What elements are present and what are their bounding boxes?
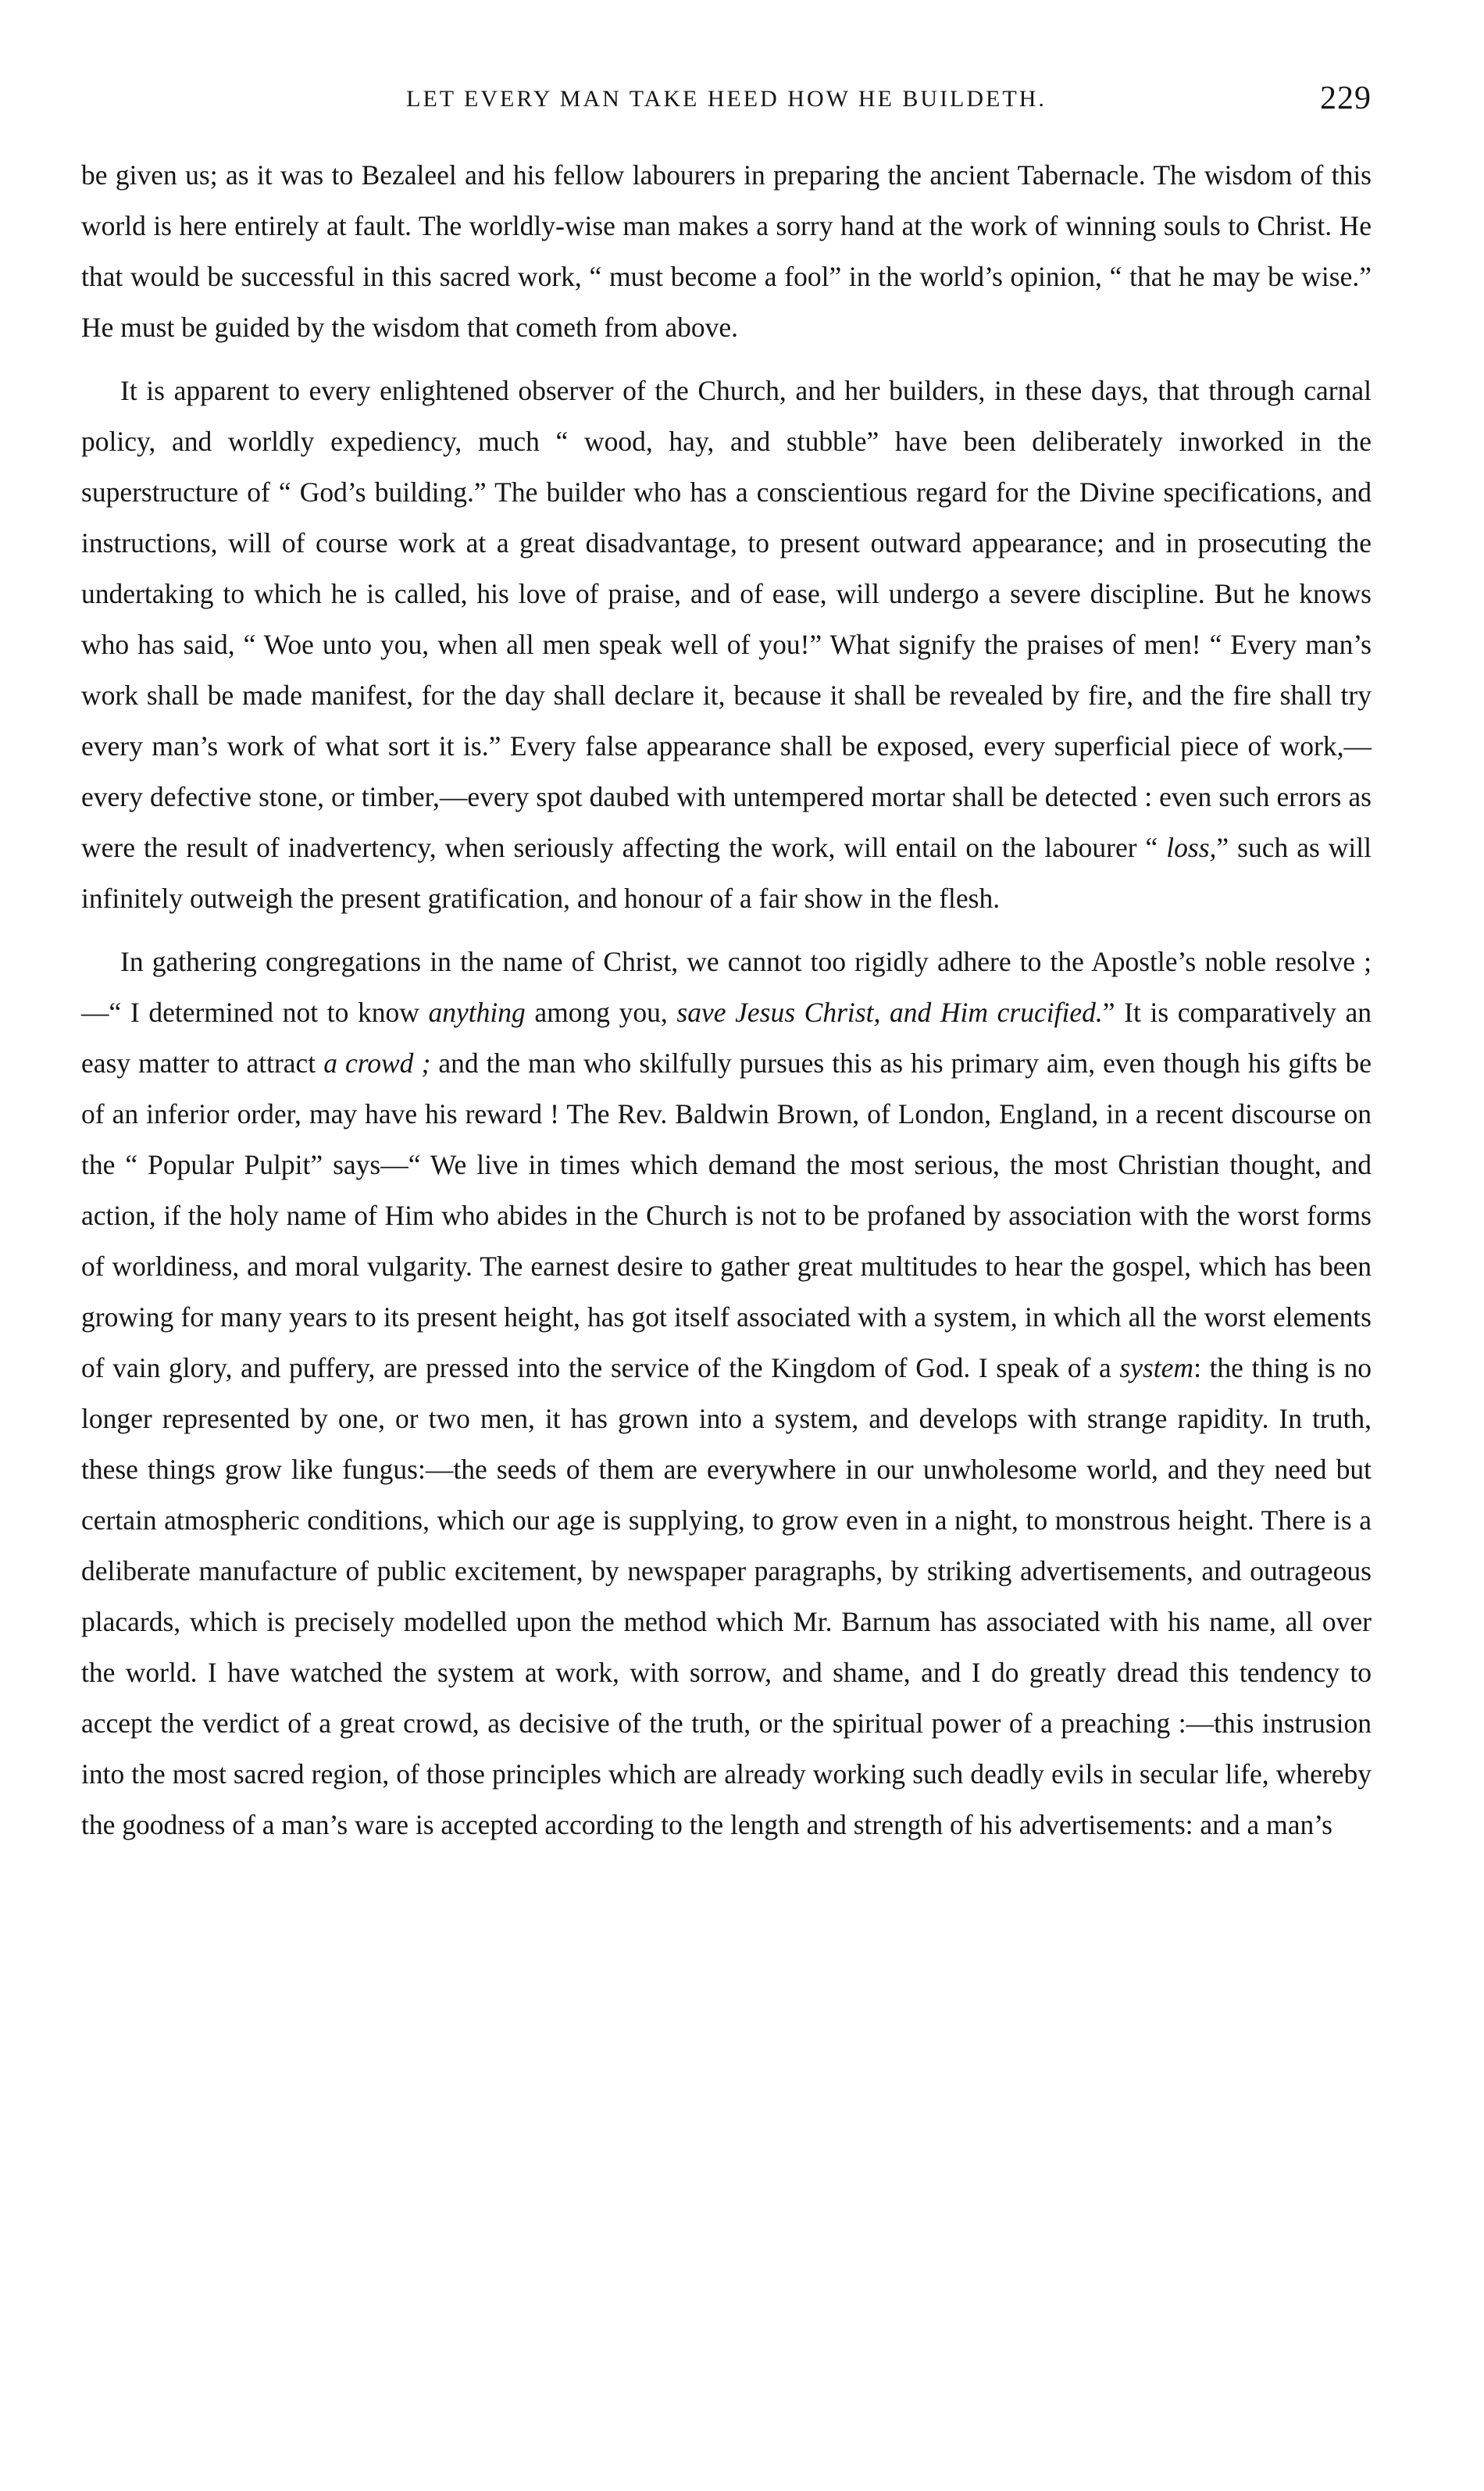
paragraph-3-text-mid-2: ” It is comparatively an easy matter to attract xyxy=(81,997,1372,1079)
running-title: LET EVERY MAN TAKE HEED HOW HE BUILDETH. xyxy=(406,86,1047,112)
paragraph-3-emphasis-quote: save Jesus Christ, and Him crucified. xyxy=(676,997,1103,1028)
paragraph-3-text-before: In gathering congregations in the name of Christ, we cannot too rigidly adhere to the Apostle’s noble resolve ;—“ I determined not to know xyxy=(81,946,1372,1028)
paragraph-1-text: be given us; as it was to Bezaleel and his fellow labourers in preparing the ancient Tabernacle. The wisdom of this world is here entirely at fault. The worldly-wise man makes a sorry hand at the work of winning souls to Christ. He that would be successful in this sacred work, “ must become a fool” in the world’s opinion, “ that he may be wise.” He must be guided by the wisdom that cometh from above. xyxy=(81,159,1372,343)
paragraph-2-emphasis-loss: loss, xyxy=(1166,832,1217,863)
paragraph-3-text-mid-1: among you, xyxy=(525,997,677,1028)
book-page xyxy=(81,80,1372,1863)
paragraph-3-text-mid-3: and the man who skilfully pursues this as his primary aim, even though his gifts be of an inferior order, may have his reward ! The Rev. Baldwin Brown, of London, England, in a recent discourse on the “ Popular Pulpit” says—“ We live in times which demand the most serious, the most Christian thought, and action, if the holy name of Him who abides in the Church is not to be profaned by association with the worst forms of worldiness, and moral vulgarity. The earnest desire to gather great multitudes to hear the gospel, which has been growing for many years to its present height, has got itself associated with a system, in which all the worst elements of vain glory, and puffery, are pressed into the service of the Kingdom of God. I speak of a xyxy=(81,1047,1372,1383)
paragraph-2-text-after: ” such as will infinitely outweigh the present gratification, and honour of a fair show in the flesh. xyxy=(81,832,1372,914)
paragraph-3-text-after: : the thing is no longer represented by one, or two men, it has grown into a system, and develops with strange rapidity. In truth, these things grow like fungus:—the seeds of them are everywhere in our unwholesome world, and they need but certain atmospheric conditions, which our age is supplying, to grow even in a night, to monstrous height. There is a deliberate manufacture of public excitement, by newspaper paragraphs, by striking advertisements, and outrageous placards, which is precisely modelled upon the method which Mr. Barnum has associated with his name, all over the world. I have watched the system at work, with sorrow, and shame, and I do greatly dread this tendency to accept the verdict of a great crowd, as decisive of the truth, or the spiritual power of a preaching :—this instrusion into the most sacred region, of those principles which are already working such deadly evils in secular life, whereby the goodness of a man’s ware is accepted according to the length and strength of his advertisements: and a man’s xyxy=(81,1352,1372,1840)
page-number: 229 xyxy=(1320,80,1372,116)
running-header xyxy=(81,80,1372,133)
paragraph-3 xyxy=(81,937,1372,1850)
paragraph-3-emphasis-anything: anything xyxy=(428,997,526,1028)
paragraph-3-emphasis-system: system xyxy=(1119,1352,1194,1383)
paragraph-3-emphasis-crowd: a crowd ; xyxy=(323,1047,431,1079)
paragraph-1 xyxy=(81,150,1372,353)
paragraph-2-text-before: It is apparent to every enlightened observer of the Church, and her builders, in these days, that through carnal policy, and worldly expediency, much “ wood, hay, and stubble” have been deliberately inworked in the superstructure of “ God’s building.” The builder who has a conscientious regard for the Divine specifications, and instructions, will of course work at a great disadvantage, to present outward appearance; and in prosecuting the undertaking to which he is called, his love of praise, and of ease, will undergo a severe discipline. But he knows who has said, “ Woe unto you, when all men speak well of you!” What signify the praises of men! “ Every man’s work shall be made manifest, for the day shall declare it, because it shall be revealed by fire, and the fire shall try every man’s work of what sort it is.” Every false appearance shall be exposed, every superficial piece of work,—every defective stone, or timber,—every spot daubed with untempered mortar shall be detected : even such errors as were the result of inadvertency, when seriously affecting the work, will entail on the labourer “ xyxy=(81,375,1372,863)
paragraph-2 xyxy=(81,366,1372,924)
